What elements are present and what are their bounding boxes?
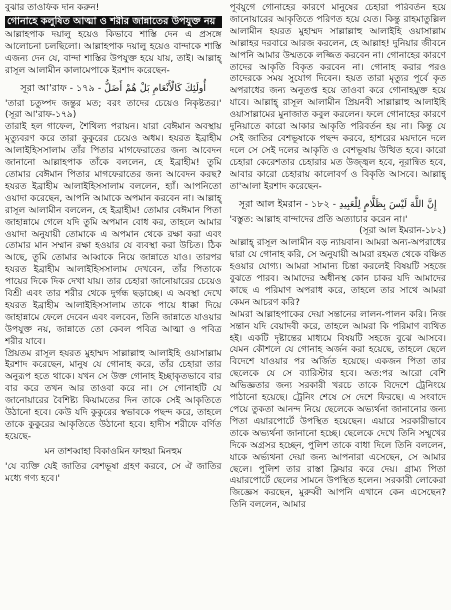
left-column (5, 3, 222, 606)
right-paragraph-example: আমরা আল্লাহপাকের দেয়া সন্তানের লালন-পালন করি। নিজ সন্তান যদি বেয়াদবী করে, তাহলে আমরা কি পরিমাণ ব্যথিত হই। একটি দৃষ্টান্তের মাধ্যমে বিষয়টি সহজে বুঝে আসবে। যেমন কৌশলে যে গোনাহ অর্জন করা হয়েছে, তাহলে ছেলে বিদেশে যাওয়ার পর অর্জিত হয়েছে। একজন পিতা তার ছেলেকে যে সে ব্যারিস্টার হবে। অত:পর আরো বেশি অভিজ্ঞতার জন্য সরকারী খরচে তাকে বিদেশে ট্রেনিংয়ে পাঠানো হয়েছে। ট্রেনিং শেষে সে দেশে ফিরছে। এ সংবাদে পেয়ে তুকতা আনন্দ নিয়ে ছেলেকে অভ্যর্থনা জানানোর জন্য পিতা এয়ারপোর্টে উপস্থিত হয়েছেন। এয়ারে সরকারীভাবে তাকে অভ্যর্থনা জানানো হচ্ছে। ছেলেকে দেখে তিনি সম্মুখের দিকে অগ্রসর হচ্ছেন, পুলিশ তাকে বাধা দিলে তিনি বললেন, যাকে অর্ভ্যথনা দেয়া জন্য আপনারা এসেছেন, সে আমার ছেলে। পুলিশ তার রাস্তা ক্লিয়ার করে দেয়। গ্রাম্য পিতা এয়ারপোর্টে ছেলের সামনে উপস্থিত হলেন। সরকারী লোকেরা জিজ্ঞেস করছেন, মুরুব্বী আপনি এখানে কেন এসেছেন? তিনি বললেন, আমার (229, 309, 446, 511)
intro-line: বুঝার তাওফিক দান করুন! (5, 3, 100, 13)
arabic-verse-araf: أُولَئِكَ كَالْأَنْعَامِ بَلْ هُمْ أَضَلُّ - সূরা আ'রাফ - ১৭৯ (20, 82, 207, 94)
arabic-verse-imran: إِنَّ اللَّهَ لَيْسَ بِظَلَّامٍ لِلْعَبِيدِ - সূরা আল ইমরান - ১৮২ (238, 198, 437, 210)
verse-citation-imran: (সূরা আল ইমরান-১৮২) (359, 226, 446, 237)
left-paragraph-hadith-intro: প্রিয়তম রাসূল হযরত মুহাম্মদ সাল্লাল্লাহু আলাইহি ওয়াসাল্লাম ইরশাদ করেছেন, মানুষ যে গোনাহ করে, তাঁর চেহারা তার অনুরূপ হতে থাকে। যখন সে উক্ত গোনাহ ইচ্ছাকৃতভাবে বার বার করে তখন আর তাওবা করে না। সে গোনাহটি যে জানোয়ারের বৈশিষ্ট্য কিয়ামতের দিন তাকে সেই আকৃতিতে উঠানো হবে। কেউ যদি কুকুরের স্বভাবকে পছন্দ করে, তাহলে তাকে কুকুরের আকৃতিতে উঠানো হবে। হাদীস শরীফে বর্ণিত হয়েছে- (5, 348, 222, 442)
hadith-translation: 'যে ব্যক্তি যেই জাতির বেশভূষা গ্রহণ করবে, সে ঐ জাতির মধ্যে গণ্য হবে।' (5, 461, 222, 484)
section-heading: গোনাহে কলুষিত আত্মা ও শরীর জান্নাতের উপযুক্ত নয় (5, 16, 222, 28)
right-paragraph-1: পূর্বযুগে গোনাহের কারণে মানুষের চেহারা পরিবর্তন হয়ে জানোয়ারের আকৃতিতে পরিণত হয়ে যেত। কিন্তু রাহমাতুল্লিল আলামীন হযরত মুহাম্মদ সাল্লাল্লাহু আলাইহি ওয়াসাল্লাম আল্লাহর দরবারে আরজ করলেন, হে আল্লাহ! দুনিয়ার জীবনে আপনি আমার উম্মতকে লজ্জিত করবেন না। গোনাহের কারণে তাদের আকৃতি বিকৃত করবেন না। গোনাহ করার পরও তাদেরকে সময় সুযোগ দিবেন। হয়ত তারা মৃত্যুর পূর্বে কৃত অপরাধের জন্য অনুতপ্ত হয়ে তাওবা করে গোনাহমুক্ত হয়ে যাবে। আল্লাহ্ রাসূল আলামীন প্রিয়নবী সাল্লাল্লাহু আলাইহি ওয়াসাল্লামের মুনাজাত কবুল করলেন। ফলে গোনাহের কারণে দুনিয়াতে কারো আকার আকৃতি পরিবর্তন হয় না। কিন্তু যে সেই জাতির বেশভূষাকে পছন্দ করবে, হাশরের ময়দানে দলে দলে সে সেই দলের আকৃতি ও বেশভূষায় উত্থিত হবে। কারো চেহারা কেরেশতার চেহারার মত উজ্জ্বল হবে, নূরান্বিত হবে, আবার কারো চেহারায় কালোবর্ণ ও বিকৃতি আসবে। আল্লাহ্ তা'আলা ইরশাদ করেছেন- (229, 3, 446, 192)
left-paragraph-ibrahim: তারাই হল গাফেল, শৈথিল্য পরায়ন। যারা বেঈমান অবস্থায় মৃত্যুবরণ করে তারা কুকুরের চেয়েও অধম। হযরত ইব্রাহীম আলাইহিসসালাম তাঁর পিতার মাগফেরাতের জন্য আবেদন জানানো আল্লাহপাক তাঁকে বললেন, হে ইব্রাহীম! তুমি তোমার বেঈমান পিতার মাগফেরাতের জন্য আবেদন করছ? হযরত ইব্রাহীম আলাইহিসসালাম বললেন, হ্যাঁ। আপনিতো ওয়াদা করেছেন, আপনি আমাকে অপমান করবেন না। আল্লাহ্ রাসূল আলামীন বললেন, হে ইব্রাহীম! তোমার বেঈমান পিতা জাহান্নামে গেলে যদি তুমি অপমান বোধ কর, তাহলে আমার ওয়াদা অনুযায়ী তোমাকে এ অপমান থেকে রক্ষা করা এবং তোমার মান সম্মান রক্ষা হওয়ার যে ব্যবস্থা করা উচিত। ঠিক আছে, তুমি তোমার আব্বাকে নিয়ে জান্নাতে যাও। তারপর হযরত ইব্রাহীম আলাইহিসসালাম দেখবেন, তাঁর পিতাকে পায়ের দিকে দিক দেখা যায়। তার চেহারা জানোয়ারের চেয়েও বিশ্রী এবং তার শরীর থেকে দুর্গন্ধ ছড়াচ্ছে। এ অবস্থা দেখে হযরত ইব্রাহীম আলাইহিসসালাম তাকে পায়ে ধাক্কা দিয়ে জাহান্নামে ফেলে দেবেন এবং বলবেন, তিনি জান্নাতে যাওয়ার উপযুক্ত নয়, জান্নাতে তো কেবল পবিত্র আত্মা ও পবিত্র শরীর যাবে। (5, 122, 222, 347)
left-paragraph-1: আল্লাহপাক দয়ালু হয়েও কিভাবে শাস্তি দেন এ প্রসঙ্গে আলোচনা চলছিলো। আল্লাহপাক দয়ালু হয়েও বান্দাকে শাস্তি এজন্য দেন যে, বান্দা শাস্তির উপযুক্ত হয়ে যায়, তাই। আল্লাহ্ রাসূল আলামীন কালামেপাকে ইরশাদ করেছেন- (5, 29, 222, 76)
handwritten-hadith: মন তাশব্বাহা বিকাওমিন ফাহুয়া মিনহুম (44, 446, 182, 457)
verse-translation-imran: 'বস্তুত: আল্লাহ বান্দাদের প্রতি অত্যাচার করেন না।' (229, 214, 408, 225)
right-paragraph-justice: আল্লাহ্ রাসূল আলামীন বড় ন্যায়বান। আমরা অন্য-অপরাধের দ্বারা যে গোনাহ করি, সে অনুযায়ী আমরা রহমত থেকে বঞ্চিত হওয়ার যোগ্য। আমরা সামান্য চিন্তা করলেই বিষয়টি সহজে বুঝতে পারব। আমাদের অধীনস্থ কোন চাকর যদি আমাদের কাছে এ পরিমাণ অপরাধ করে, তাহলে তার সাথে আমরা কেমন আচরণ করি? (229, 238, 446, 308)
right-column (230, 3, 447, 606)
verse-translation-araf: 'তারা চতুষ্পদ জন্তুর মত; বরং তাদের চেয়েও নিকৃষ্টতর।' (সূরা আ'রাফ-১৭৯) (5, 98, 222, 121)
